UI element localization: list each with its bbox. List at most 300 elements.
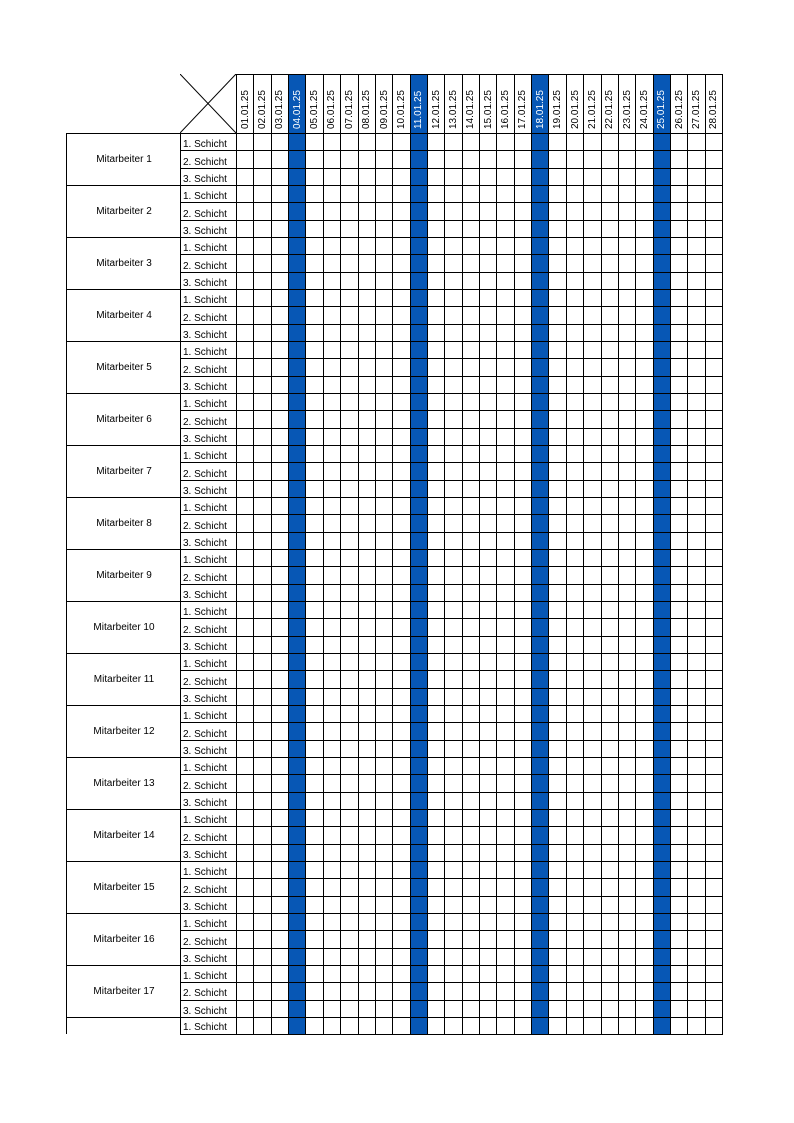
schedule-cell[interactable] xyxy=(479,826,497,844)
schedule-cell[interactable] xyxy=(271,740,289,758)
schedule-cell[interactable] xyxy=(427,237,445,255)
schedule-cell[interactable] xyxy=(410,220,428,238)
schedule-cell[interactable] xyxy=(618,393,636,411)
schedule-cell[interactable] xyxy=(583,150,601,168)
schedule-cell[interactable] xyxy=(479,150,497,168)
schedule-cell[interactable] xyxy=(531,358,549,376)
schedule-cell[interactable] xyxy=(531,324,549,342)
schedule-cell[interactable] xyxy=(271,913,289,931)
schedule-cell[interactable] xyxy=(305,376,323,394)
schedule-cell[interactable] xyxy=(288,792,306,810)
schedule-cell[interactable] xyxy=(705,480,723,498)
schedule-cell[interactable] xyxy=(496,878,514,896)
schedule-cell[interactable] xyxy=(271,497,289,515)
schedule-cell[interactable] xyxy=(444,150,462,168)
schedule-cell[interactable] xyxy=(253,861,271,879)
schedule-cell[interactable] xyxy=(288,497,306,515)
schedule-cell[interactable] xyxy=(514,306,532,324)
schedule-cell[interactable] xyxy=(288,670,306,688)
schedule-cell[interactable] xyxy=(514,237,532,255)
schedule-cell[interactable] xyxy=(496,410,514,428)
schedule-cell[interactable] xyxy=(305,740,323,758)
schedule-cell[interactable] xyxy=(305,497,323,515)
schedule-cell[interactable] xyxy=(236,220,254,238)
schedule-cell[interactable] xyxy=(618,982,636,1000)
schedule-cell[interactable] xyxy=(375,497,393,515)
schedule-cell[interactable] xyxy=(479,982,497,1000)
schedule-cell[interactable] xyxy=(705,948,723,966)
schedule-cell[interactable] xyxy=(566,670,584,688)
schedule-cell[interactable] xyxy=(340,549,358,567)
schedule-cell[interactable] xyxy=(375,878,393,896)
schedule-cell[interactable] xyxy=(358,1017,376,1035)
schedule-cell[interactable] xyxy=(236,133,254,151)
schedule-cell[interactable] xyxy=(514,844,532,862)
schedule-cell[interactable] xyxy=(635,792,653,810)
schedule-cell[interactable] xyxy=(618,948,636,966)
schedule-cell[interactable] xyxy=(531,549,549,567)
schedule-cell[interactable] xyxy=(479,636,497,654)
schedule-cell[interactable] xyxy=(496,601,514,619)
schedule-cell[interactable] xyxy=(566,601,584,619)
schedule-cell[interactable] xyxy=(340,636,358,654)
schedule-cell[interactable] xyxy=(253,532,271,550)
schedule-cell[interactable] xyxy=(670,410,688,428)
schedule-cell[interactable] xyxy=(705,272,723,290)
schedule-cell[interactable] xyxy=(462,532,480,550)
schedule-cell[interactable] xyxy=(271,514,289,532)
schedule-cell[interactable] xyxy=(496,393,514,411)
schedule-cell[interactable] xyxy=(514,913,532,931)
schedule-cell[interactable] xyxy=(444,410,462,428)
schedule-cell[interactable] xyxy=(462,844,480,862)
schedule-cell[interactable] xyxy=(236,549,254,567)
schedule-cell[interactable] xyxy=(392,982,410,1000)
schedule-cell[interactable] xyxy=(253,410,271,428)
schedule-cell[interactable] xyxy=(305,844,323,862)
schedule-cell[interactable] xyxy=(323,688,341,706)
schedule-cell[interactable] xyxy=(653,306,671,324)
schedule-cell[interactable] xyxy=(601,792,619,810)
schedule-cell[interactable] xyxy=(358,670,376,688)
schedule-cell[interactable] xyxy=(288,1017,306,1035)
schedule-cell[interactable] xyxy=(566,358,584,376)
schedule-cell[interactable] xyxy=(531,601,549,619)
schedule-cell[interactable] xyxy=(514,358,532,376)
schedule-cell[interactable] xyxy=(288,376,306,394)
schedule-cell[interactable] xyxy=(410,740,428,758)
schedule-cell[interactable] xyxy=(340,410,358,428)
schedule-cell[interactable] xyxy=(566,774,584,792)
schedule-cell[interactable] xyxy=(358,202,376,220)
schedule-cell[interactable] xyxy=(514,809,532,827)
schedule-cell[interactable] xyxy=(288,982,306,1000)
schedule-cell[interactable] xyxy=(479,705,497,723)
schedule-cell[interactable] xyxy=(618,410,636,428)
schedule-cell[interactable] xyxy=(253,254,271,272)
schedule-cell[interactable] xyxy=(305,324,323,342)
schedule-cell[interactable] xyxy=(583,740,601,758)
schedule-cell[interactable] xyxy=(427,306,445,324)
schedule-cell[interactable] xyxy=(288,601,306,619)
schedule-cell[interactable] xyxy=(288,150,306,168)
schedule-cell[interactable] xyxy=(583,584,601,602)
schedule-cell[interactable] xyxy=(288,722,306,740)
schedule-cell[interactable] xyxy=(253,705,271,723)
schedule-cell[interactable] xyxy=(323,532,341,550)
schedule-cell[interactable] xyxy=(531,1017,549,1035)
schedule-cell[interactable] xyxy=(340,653,358,671)
schedule-cell[interactable] xyxy=(410,930,428,948)
schedule-cell[interactable] xyxy=(635,1000,653,1018)
schedule-cell[interactable] xyxy=(340,532,358,550)
schedule-cell[interactable] xyxy=(271,393,289,411)
schedule-cell[interactable] xyxy=(479,497,497,515)
schedule-cell[interactable] xyxy=(479,410,497,428)
schedule-cell[interactable] xyxy=(340,861,358,879)
schedule-cell[interactable] xyxy=(444,220,462,238)
schedule-cell[interactable] xyxy=(271,948,289,966)
schedule-cell[interactable] xyxy=(548,930,566,948)
schedule-cell[interactable] xyxy=(427,913,445,931)
schedule-cell[interactable] xyxy=(670,549,688,567)
schedule-cell[interactable] xyxy=(392,740,410,758)
schedule-cell[interactable] xyxy=(236,930,254,948)
schedule-cell[interactable] xyxy=(375,636,393,654)
schedule-cell[interactable] xyxy=(358,532,376,550)
schedule-cell[interactable] xyxy=(479,514,497,532)
schedule-cell[interactable] xyxy=(653,566,671,584)
schedule-cell[interactable] xyxy=(253,982,271,1000)
schedule-cell[interactable] xyxy=(548,826,566,844)
schedule-cell[interactable] xyxy=(340,324,358,342)
schedule-cell[interactable] xyxy=(583,185,601,203)
schedule-cell[interactable] xyxy=(496,653,514,671)
schedule-cell[interactable] xyxy=(253,930,271,948)
schedule-cell[interactable] xyxy=(514,289,532,307)
schedule-cell[interactable] xyxy=(566,809,584,827)
schedule-cell[interactable] xyxy=(531,272,549,290)
schedule-cell[interactable] xyxy=(635,445,653,463)
schedule-cell[interactable] xyxy=(705,150,723,168)
schedule-cell[interactable] xyxy=(653,341,671,359)
schedule-cell[interactable] xyxy=(635,393,653,411)
schedule-cell[interactable] xyxy=(618,792,636,810)
schedule-cell[interactable] xyxy=(531,826,549,844)
schedule-cell[interactable] xyxy=(479,480,497,498)
schedule-cell[interactable] xyxy=(705,792,723,810)
schedule-cell[interactable] xyxy=(253,549,271,567)
schedule-cell[interactable] xyxy=(236,532,254,550)
schedule-cell[interactable] xyxy=(410,826,428,844)
schedule-cell[interactable] xyxy=(392,254,410,272)
schedule-cell[interactable] xyxy=(705,618,723,636)
schedule-cell[interactable] xyxy=(548,480,566,498)
schedule-cell[interactable] xyxy=(271,358,289,376)
schedule-cell[interactable] xyxy=(670,480,688,498)
schedule-cell[interactable] xyxy=(358,844,376,862)
schedule-cell[interactable] xyxy=(548,376,566,394)
schedule-cell[interactable] xyxy=(705,532,723,550)
schedule-cell[interactable] xyxy=(392,861,410,879)
schedule-cell[interactable] xyxy=(705,705,723,723)
schedule-cell[interactable] xyxy=(514,757,532,775)
schedule-cell[interactable] xyxy=(340,514,358,532)
schedule-cell[interactable] xyxy=(531,566,549,584)
schedule-cell[interactable] xyxy=(705,549,723,567)
schedule-cell[interactable] xyxy=(427,150,445,168)
schedule-cell[interactable] xyxy=(427,185,445,203)
schedule-cell[interactable] xyxy=(392,220,410,238)
schedule-cell[interactable] xyxy=(496,150,514,168)
schedule-cell[interactable] xyxy=(410,133,428,151)
schedule-cell[interactable] xyxy=(305,462,323,480)
schedule-cell[interactable] xyxy=(514,341,532,359)
schedule-cell[interactable] xyxy=(687,878,705,896)
schedule-cell[interactable] xyxy=(323,757,341,775)
schedule-cell[interactable] xyxy=(496,844,514,862)
schedule-cell[interactable] xyxy=(566,393,584,411)
schedule-cell[interactable] xyxy=(427,618,445,636)
schedule-cell[interactable] xyxy=(496,514,514,532)
schedule-cell[interactable] xyxy=(305,254,323,272)
schedule-cell[interactable] xyxy=(427,133,445,151)
schedule-cell[interactable] xyxy=(340,1017,358,1035)
schedule-cell[interactable] xyxy=(462,878,480,896)
schedule-cell[interactable] xyxy=(375,774,393,792)
schedule-cell[interactable] xyxy=(583,428,601,446)
schedule-cell[interactable] xyxy=(427,878,445,896)
schedule-cell[interactable] xyxy=(548,462,566,480)
schedule-cell[interactable] xyxy=(548,688,566,706)
schedule-cell[interactable] xyxy=(687,601,705,619)
schedule-cell[interactable] xyxy=(236,653,254,671)
schedule-cell[interactable] xyxy=(358,809,376,827)
schedule-cell[interactable] xyxy=(705,722,723,740)
schedule-cell[interactable] xyxy=(531,376,549,394)
schedule-cell[interactable] xyxy=(635,428,653,446)
schedule-cell[interactable] xyxy=(670,376,688,394)
schedule-cell[interactable] xyxy=(427,1017,445,1035)
schedule-cell[interactable] xyxy=(601,289,619,307)
schedule-cell[interactable] xyxy=(705,930,723,948)
schedule-cell[interactable] xyxy=(392,584,410,602)
schedule-cell[interactable] xyxy=(583,982,601,1000)
schedule-cell[interactable] xyxy=(687,272,705,290)
schedule-cell[interactable] xyxy=(496,237,514,255)
schedule-cell[interactable] xyxy=(358,705,376,723)
schedule-cell[interactable] xyxy=(410,428,428,446)
schedule-cell[interactable] xyxy=(514,1017,532,1035)
schedule-cell[interactable] xyxy=(253,289,271,307)
schedule-cell[interactable] xyxy=(462,549,480,567)
schedule-cell[interactable] xyxy=(705,653,723,671)
schedule-cell[interactable] xyxy=(410,185,428,203)
schedule-cell[interactable] xyxy=(653,445,671,463)
schedule-cell[interactable] xyxy=(340,688,358,706)
schedule-cell[interactable] xyxy=(618,376,636,394)
schedule-cell[interactable] xyxy=(705,306,723,324)
schedule-cell[interactable] xyxy=(583,844,601,862)
schedule-cell[interactable] xyxy=(375,653,393,671)
schedule-cell[interactable] xyxy=(566,896,584,914)
schedule-cell[interactable] xyxy=(340,740,358,758)
schedule-cell[interactable] xyxy=(358,878,376,896)
schedule-cell[interactable] xyxy=(635,150,653,168)
schedule-cell[interactable] xyxy=(583,393,601,411)
schedule-cell[interactable] xyxy=(687,844,705,862)
schedule-cell[interactable] xyxy=(462,826,480,844)
schedule-cell[interactable] xyxy=(705,514,723,532)
schedule-cell[interactable] xyxy=(340,358,358,376)
schedule-cell[interactable] xyxy=(566,722,584,740)
schedule-cell[interactable] xyxy=(479,237,497,255)
schedule-cell[interactable] xyxy=(496,376,514,394)
schedule-cell[interactable] xyxy=(392,272,410,290)
schedule-cell[interactable] xyxy=(566,566,584,584)
schedule-cell[interactable] xyxy=(635,532,653,550)
schedule-cell[interactable] xyxy=(462,792,480,810)
schedule-cell[interactable] xyxy=(653,1017,671,1035)
schedule-cell[interactable] xyxy=(410,480,428,498)
schedule-cell[interactable] xyxy=(271,324,289,342)
schedule-cell[interactable] xyxy=(601,965,619,983)
schedule-cell[interactable] xyxy=(392,965,410,983)
schedule-cell[interactable] xyxy=(444,740,462,758)
schedule-cell[interactable] xyxy=(601,514,619,532)
schedule-cell[interactable] xyxy=(462,930,480,948)
schedule-cell[interactable] xyxy=(653,185,671,203)
schedule-cell[interactable] xyxy=(653,202,671,220)
schedule-cell[interactable] xyxy=(323,445,341,463)
schedule-cell[interactable] xyxy=(670,757,688,775)
schedule-cell[interactable] xyxy=(687,514,705,532)
schedule-cell[interactable] xyxy=(601,445,619,463)
schedule-cell[interactable] xyxy=(687,1017,705,1035)
schedule-cell[interactable] xyxy=(288,220,306,238)
schedule-cell[interactable] xyxy=(253,948,271,966)
schedule-cell[interactable] xyxy=(444,601,462,619)
schedule-cell[interactable] xyxy=(566,376,584,394)
schedule-cell[interactable] xyxy=(687,306,705,324)
schedule-cell[interactable] xyxy=(340,1000,358,1018)
schedule-cell[interactable] xyxy=(514,774,532,792)
schedule-cell[interactable] xyxy=(410,237,428,255)
schedule-cell[interactable] xyxy=(427,202,445,220)
schedule-cell[interactable] xyxy=(566,826,584,844)
schedule-cell[interactable] xyxy=(375,722,393,740)
schedule-cell[interactable] xyxy=(635,462,653,480)
schedule-cell[interactable] xyxy=(514,705,532,723)
schedule-cell[interactable] xyxy=(601,532,619,550)
schedule-cell[interactable] xyxy=(531,150,549,168)
schedule-cell[interactable] xyxy=(601,930,619,948)
schedule-cell[interactable] xyxy=(253,185,271,203)
schedule-cell[interactable] xyxy=(479,774,497,792)
schedule-cell[interactable] xyxy=(635,688,653,706)
schedule-cell[interactable] xyxy=(479,549,497,567)
schedule-cell[interactable] xyxy=(531,688,549,706)
schedule-cell[interactable] xyxy=(375,462,393,480)
schedule-cell[interactable] xyxy=(635,653,653,671)
schedule-cell[interactable] xyxy=(427,549,445,567)
schedule-cell[interactable] xyxy=(305,722,323,740)
schedule-cell[interactable] xyxy=(288,566,306,584)
schedule-cell[interactable] xyxy=(236,774,254,792)
schedule-cell[interactable] xyxy=(271,601,289,619)
schedule-cell[interactable] xyxy=(271,202,289,220)
schedule-cell[interactable] xyxy=(566,861,584,879)
schedule-cell[interactable] xyxy=(253,566,271,584)
schedule-cell[interactable] xyxy=(566,410,584,428)
schedule-cell[interactable] xyxy=(323,705,341,723)
schedule-cell[interactable] xyxy=(670,324,688,342)
schedule-cell[interactable] xyxy=(323,792,341,810)
schedule-cell[interactable] xyxy=(687,341,705,359)
schedule-cell[interactable] xyxy=(531,428,549,446)
schedule-cell[interactable] xyxy=(410,757,428,775)
schedule-cell[interactable] xyxy=(375,913,393,931)
schedule-cell[interactable] xyxy=(618,636,636,654)
schedule-cell[interactable] xyxy=(687,462,705,480)
schedule-cell[interactable] xyxy=(375,202,393,220)
schedule-cell[interactable] xyxy=(601,618,619,636)
schedule-cell[interactable] xyxy=(496,896,514,914)
schedule-cell[interactable] xyxy=(253,393,271,411)
schedule-cell[interactable] xyxy=(618,913,636,931)
schedule-cell[interactable] xyxy=(601,861,619,879)
schedule-cell[interactable] xyxy=(236,566,254,584)
schedule-cell[interactable] xyxy=(253,358,271,376)
schedule-cell[interactable] xyxy=(462,861,480,879)
schedule-cell[interactable] xyxy=(514,982,532,1000)
schedule-cell[interactable] xyxy=(601,324,619,342)
schedule-cell[interactable] xyxy=(618,341,636,359)
schedule-cell[interactable] xyxy=(670,202,688,220)
schedule-cell[interactable] xyxy=(687,237,705,255)
schedule-cell[interactable] xyxy=(236,237,254,255)
schedule-cell[interactable] xyxy=(305,133,323,151)
schedule-cell[interactable] xyxy=(514,861,532,879)
schedule-cell[interactable] xyxy=(496,445,514,463)
schedule-cell[interactable] xyxy=(670,670,688,688)
schedule-cell[interactable] xyxy=(410,948,428,966)
schedule-cell[interactable] xyxy=(566,584,584,602)
schedule-cell[interactable] xyxy=(427,376,445,394)
schedule-cell[interactable] xyxy=(670,1000,688,1018)
schedule-cell[interactable] xyxy=(462,462,480,480)
schedule-cell[interactable] xyxy=(410,272,428,290)
schedule-cell[interactable] xyxy=(583,965,601,983)
schedule-cell[interactable] xyxy=(479,618,497,636)
schedule-cell[interactable] xyxy=(236,202,254,220)
schedule-cell[interactable] xyxy=(462,133,480,151)
schedule-cell[interactable] xyxy=(375,272,393,290)
schedule-cell[interactable] xyxy=(410,774,428,792)
schedule-cell[interactable] xyxy=(427,844,445,862)
schedule-cell[interactable] xyxy=(253,826,271,844)
schedule-cell[interactable] xyxy=(653,133,671,151)
schedule-cell[interactable] xyxy=(687,428,705,446)
schedule-cell[interactable] xyxy=(253,272,271,290)
schedule-cell[interactable] xyxy=(618,254,636,272)
schedule-cell[interactable] xyxy=(618,670,636,688)
schedule-cell[interactable] xyxy=(271,1017,289,1035)
schedule-cell[interactable] xyxy=(444,844,462,862)
schedule-cell[interactable] xyxy=(253,618,271,636)
schedule-cell[interactable] xyxy=(653,150,671,168)
schedule-cell[interactable] xyxy=(288,965,306,983)
